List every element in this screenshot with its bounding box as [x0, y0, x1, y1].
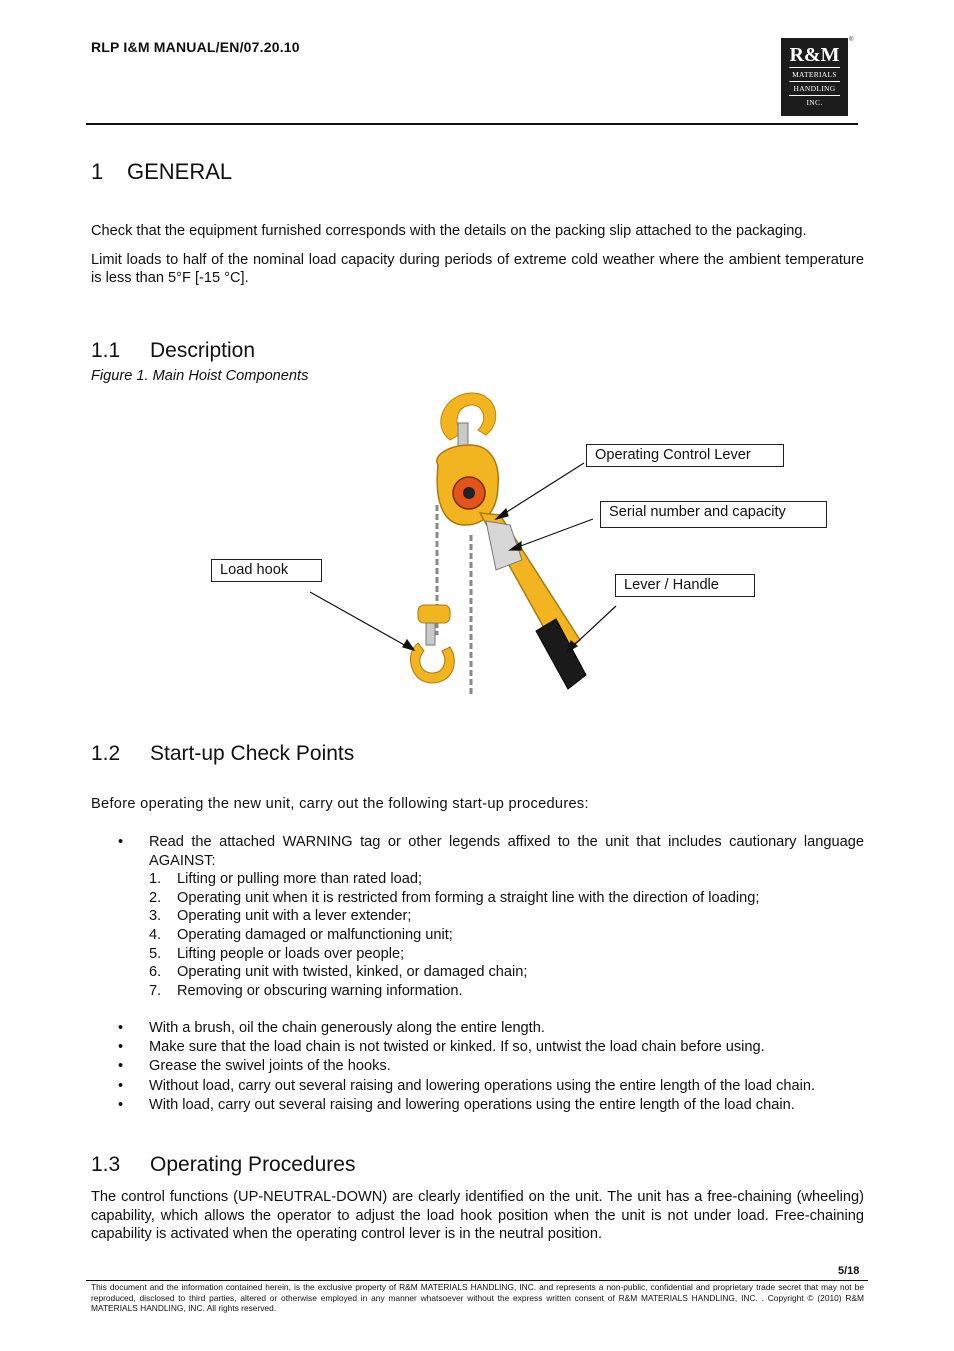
- startup-maintenance-list: [91, 1019, 864, 1115]
- bullet-icon: •: [118, 1077, 124, 1094]
- section-heading-description: [91, 339, 255, 363]
- against-list: [149, 870, 864, 1000]
- company-logo: [781, 38, 848, 116]
- general-paragraphs: [91, 222, 864, 288]
- callout-serial-number: Serial number and capacity: [600, 501, 827, 528]
- section-number: 1.1: [91, 339, 121, 362]
- section-number: 1: [91, 159, 104, 184]
- confidentiality-notice: This document and the information contained herein, is the exclusive property of R&M MATERIALS HANDLING, INC. and represents a non-public, confidential and proprietary trade secret that may not be reproduced, disclosed to third parties, altered or otherwise employed in any manner whatsoever without the express written consent of R&M MATERIALS HANDLING, INC. . Copyright © (2010) R&M MATERIALS HANDLING, INC. All rights reserved.: [91, 1282, 864, 1314]
- list-item: 4. Operating damaged or malfunctioning unit;: [149, 926, 453, 943]
- bullet-icon: •: [118, 1058, 124, 1075]
- footer-divider: [86, 1280, 868, 1281]
- leader-load-hook: [310, 592, 408, 647]
- bullet-icon: •: [118, 1039, 124, 1056]
- list-item: [91, 833, 864, 1000]
- header-divider: [86, 123, 858, 125]
- logo-line-inc: INC.: [806, 98, 823, 107]
- warning-tag-text: Read the attached WARNING tag or other legends affixed to the unit that includes cautionary language AGAINST:: [149, 834, 864, 869]
- page-number: 5/18: [838, 1265, 860, 1277]
- callout-load-hook: Load hook: [211, 559, 322, 582]
- hoist-illustration: [300, 385, 640, 700]
- logo-line-materials: MATERIALS: [792, 70, 837, 79]
- section-title: Description: [150, 339, 256, 362]
- section-heading-operating: [91, 1153, 355, 1177]
- leader-control-lever: [502, 463, 584, 515]
- startup-checklist: [91, 833, 864, 1000]
- paragraph-cold-weather: Limit loads to half of the nominal load capacity during periods of extreme cold weather where the ambient temperature is less than 5°F [-15 °C].: [91, 251, 864, 286]
- list-item: • Without load, carry out several raising and lowering operations using the entire length of the load chain.: [91, 1077, 864, 1096]
- section-heading-startup: [91, 742, 354, 766]
- bullet-icon: •: [118, 1020, 124, 1036]
- list-item: 7. Removing or obscuring warning information.: [149, 982, 463, 999]
- registered-mark: ®: [849, 37, 854, 43]
- figure-caption: Figure 1. Main Hoist Components: [91, 368, 309, 384]
- bullet-icon: •: [118, 1096, 124, 1113]
- logo-line-handling: HANDLING: [793, 84, 836, 93]
- section-number: 1.2: [91, 742, 121, 765]
- section-title: GENERAL: [127, 159, 233, 184]
- list-item: 6. Operating unit with twisted, kinked, or damaged chain;: [149, 964, 528, 981]
- list-item: • With a brush, oil the chain generously along the entire length.: [91, 1019, 864, 1038]
- grip-icon: [536, 619, 586, 689]
- leader-serial-number: [518, 519, 593, 547]
- document-code: RLP I&M MANUAL/EN/07.20.10: [91, 39, 300, 55]
- operating-paragraph: The control functions (UP-NEUTRAL-DOWN) are clearly identified on the unit. The unit has a free-chaining (wheeling) capability, which allows the operator to adjust the load hook position when the unit is not under load. Free-chaining capability is activated when the operating control lever is in the neutral position.: [91, 1189, 864, 1242]
- leader-lever-handle: [572, 606, 616, 647]
- section-title: Start-up Check Points: [150, 742, 355, 765]
- bottom-swivel-icon: [418, 605, 450, 623]
- list-item: 5. Lifting people or loads over people;: [149, 945, 405, 962]
- section-title: Operating Procedures: [150, 1153, 356, 1176]
- section-heading-general: [91, 159, 232, 185]
- list-item: 1. Lifting or pulling more than rated load;: [149, 871, 423, 888]
- load-hook-icon: [410, 643, 454, 683]
- paragraph-packing-slip: Check that the equipment furnished corresponds with the details on the packing slip attached to the packaging.: [91, 223, 807, 239]
- section-number: 1.3: [91, 1153, 121, 1176]
- startup-intro: Before operating the new unit, carry out the following start-up procedures:: [91, 796, 589, 812]
- list-item: • Grease the swivel joints of the hooks.: [91, 1057, 864, 1076]
- list-item: • Make sure that the load chain is not twisted or kinked. If so, untwist the load chain before using.: [91, 1038, 864, 1057]
- list-item: 3. Operating unit with a lever extender;: [149, 908, 412, 925]
- list-item: 2. Operating unit when it is restricted from forming a straight line with the direction of loading;: [149, 889, 760, 906]
- callout-lever-handle: Lever / Handle: [615, 574, 755, 597]
- callout-operating-control-lever: Operating Control Lever: [586, 444, 784, 467]
- logo-mark: R&M: [789, 44, 840, 66]
- list-item: • With load, carry out several raising and lowering operations using the entire length of the load chain.: [91, 1096, 864, 1115]
- bullet-icon: •: [118, 834, 124, 850]
